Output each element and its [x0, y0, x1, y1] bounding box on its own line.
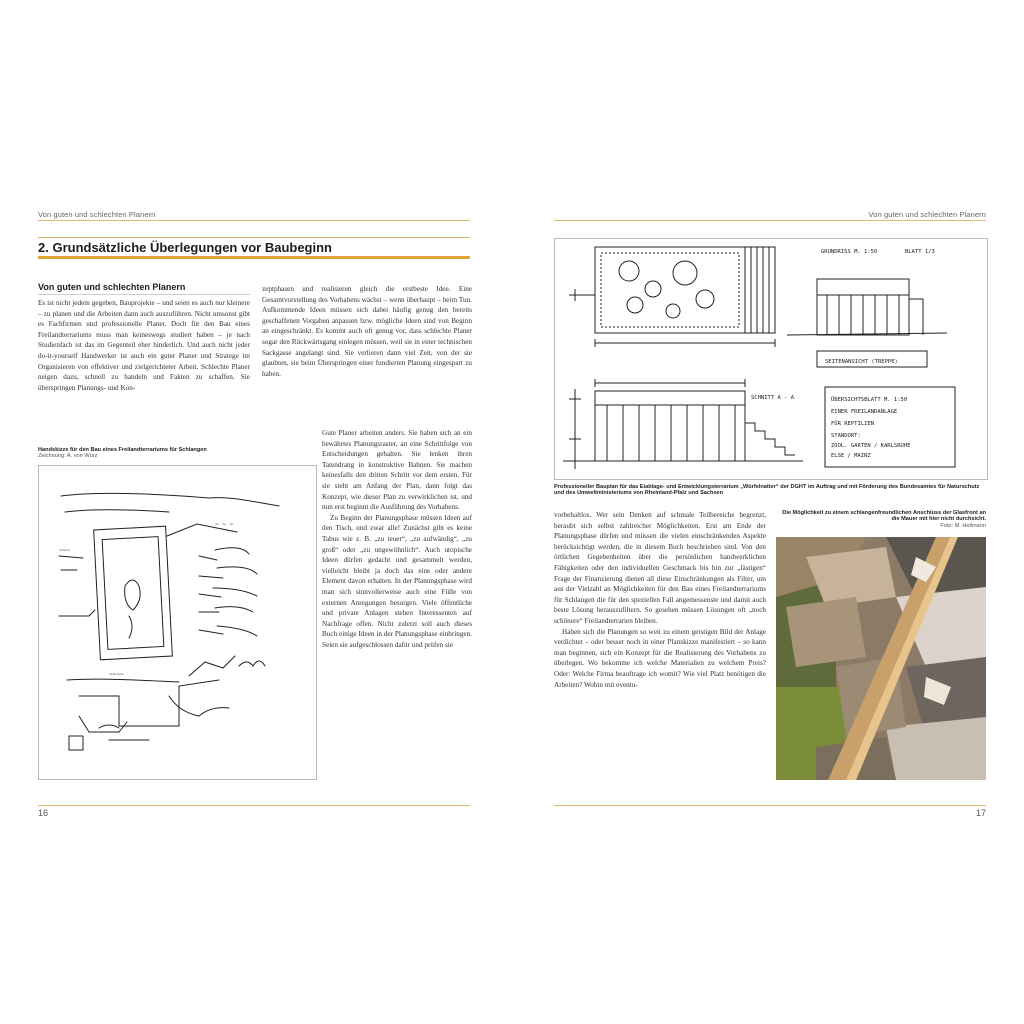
text-column-right [554, 510, 766, 802]
plan-overview-line: STANDORT: [831, 433, 861, 439]
plan-overview-line: ÜBERSICHTSBLATT M. 1:50 [831, 397, 908, 403]
plan-caption: Professioneller Bauplan für das Eiablage- und Entwicklungsterrarium „Würfelnatter“ der DGHT im Auftrag und mit Förderung des Bundesamtes für Naturschutz und des Umweltministeriums von Rheinland-Pfalz und Sachsen [554, 484, 980, 497]
stone-wall-image [776, 537, 986, 780]
hand-sketch-figure [38, 465, 317, 780]
running-head-right: Von guten und schlechten Planern [868, 210, 986, 219]
construction-plan-drawing [555, 239, 987, 479]
plan-label-blatt: BLATT 1/3 [905, 249, 935, 255]
footer-rule-right [554, 805, 986, 806]
paragraph: Haben sich die Planungen so weit zu einem geistigen Bild der Anlage verdichtet – oder besser noch in einer Planskizze manifestiert – so kann man beginnen, sich ein Konzept für die Realisierung des Vorhabens zu überlegen. Wo bekomme ich welche Materialien zu welchem Preis? Oder: Welche Firma beauftrage ich womit? Wie viel Platz benötigen die Arbeiten? Wohin mit eventu- [554, 627, 766, 689]
svg-text:~ ~ ~: ~ ~ ~ [215, 521, 234, 528]
construction-plan-figure [554, 238, 988, 480]
right-page [512, 0, 1024, 1024]
figure-credit: Zeichnung: A. von Würz [38, 453, 98, 460]
chapter-title: 2. Grundsätzliche Überlegungen vor Baubeginn [38, 240, 332, 255]
plan-overview-line: ELSE / MAINZ [831, 453, 871, 459]
plan-label-schnitt: SCHNITT A - A [751, 395, 795, 401]
svg-text:~~~~: ~~~~ [109, 671, 124, 678]
section-rule [38, 294, 250, 295]
plan-overview-line: EINER FREILANDANLAGE [831, 409, 898, 415]
svg-text:~~~: ~~~ [59, 547, 70, 554]
chapter-rule-bottom [38, 256, 470, 259]
paragraph: zeptphasen und realisieren gleich die erstbeste Idee. Eine Gesamtvorstellung des Vorhabens wächst – wenn überhaupt – beim Tun. Aufkommende Ideen müssen sich dabei häufig genug den bereits geschaffenen Vorgaben anpassen bzw. mögliche Ideen sind von Beginn an eingeschränkt. Es kommt auch oft genug vor, dass schlechte Planer sogar den Rückwärtsgang einlegen müssen, weil sie in einer technischen Sackgasse angelangt sind. Sie verlieren dann viel Zeit, von der sie glaubten, sie beim Überspringen einer fundierten Planung eingespart zu haben. [262, 285, 472, 378]
paragraph: Zu Beginn der Planungsphase müssen Ideen auf den Tisch, und zwar alle! Zunächst gibt es keine Tabus wie z. B. „zu teuer“, „zu aufwändig“, „zu groß“ oder „zu ungewöhnlich“. Auch utopische Ideen dürfen gedacht und gesammelt werden, vielleicht bleibt ja doch das eine oder andere Element davon erhalten. In der Planungsphase wird man sich sinnvollerweise auch eine Fülle von externen Anregungen besorgen. Viele öffentliche und private Anlagen stehen Interessenten auf Nachfrage offen. Nicht zuletzt soll auch dieses Buch einige Ideen in der Planungsphase einbringen. Seien sie aufgeschlossen dafür und prüfen sie [322, 513, 472, 649]
figure-caption-text: Handskizze für den Bau eines Freilandterrariums für Schlangen [38, 447, 207, 453]
page-number-right: 17 [975, 808, 986, 818]
photo-credit: Foto: M. Hellmann [940, 522, 986, 529]
header-rule-right [554, 220, 986, 221]
text-column-2-upper [262, 284, 472, 446]
plan-overview-line: FÜR REPTILIEN [831, 421, 875, 427]
section-heading: Von guten und schlechten Planern [38, 282, 186, 292]
paragraph: Es ist nicht jedem gegeben, Bauprojekte – und seien es auch nur kleinere – zu planen und die Arbeiten dann auch auszuführen. Nicht umsonst gibt es Fachfirmen und professionelle Planer. Doch für den Bau eines Freilandterrariums muss man keineswegs studiert haben – je nach Studienfach ist das im Gegenteil eher hinderlich. Und auch nicht jeder do-it-yourself Handwerker ist auch ein guter Planer und Stratege im Organisieren von effektiver und zielgerichteter Arbeit. Schlechte Planer neigen dazu, schnell zu handeln und Fakten zu schaffen. Sie überspringen Planungs- und Kon- [38, 299, 250, 392]
stone-wall-photo [776, 537, 986, 780]
footer-rule-left [38, 805, 470, 806]
text-column-1 [38, 298, 250, 446]
photo-caption [776, 510, 986, 529]
photo-caption-text: Die Möglichkeit zu einem schlangenfreundlichen Anschluss der Glasfront an die Mauer mit hier nicht durchsicht. [782, 510, 986, 523]
page-number-left: 16 [38, 808, 49, 818]
hand-sketch-drawing [39, 466, 316, 779]
running-head-left: Von guten und schlechten Planern [38, 210, 156, 219]
text-column-2-lower [322, 428, 472, 804]
plan-label-grundriss: GRUNDRISS M. 1:50 [821, 249, 878, 255]
plan-label-seitenansicht: SEITENANSICHT (TREPPE) [825, 359, 898, 365]
paragraph: vorbehaltlos. Wer sein Denken auf schmale Teilbereiche begrenzt, beraubt sich selbst zahlreicher Möglichkeiten. Erst am Ende der Planungsphase dürfen und müssen die vielen einschränkenden Aspekte berücksichtigt werden, die in diesem Buch beschrieben sind. Von den örtlichen Gegebenheiten über die persönlichen handwerklichen Fähigkeiten oder den individuellen Geschmack bis hin zur „lästigen“ Frage der Finanzierung dienen all diese Einschränkungen als Filter, um aus der Vielzahl an Möglichkeiten für den Bau eines Freilandterrariums für Schlangen die für den speziellen Fall angemessenste und damit auch beste Lösung herauszufiltern. So gesehen müssen Lösungen oft „noch schönere“ Freilandterrarien bleiben. [554, 511, 766, 625]
paragraph: Gute Planer arbeiten anders. Sie haben sich an ein bewährtes Planungsraster, an eine Schrittfolge von Entscheidungen gehalten. Sie lenken ihren Tatendrang in konstruktive Bahnen. Sie machen keinesfalls den dritten Schritt vor dem ersten. Für sie steht am Anfang der Plan, dann folgt das Konzept, wie dieser Plan zu verwirklichen ist, und nun erst beginnt die Ausführung des Vorhabens. [322, 429, 472, 512]
figure-caption [38, 447, 268, 460]
plan-overview-line: ZOOL. GARTEN / KARLSRUHE [831, 443, 911, 449]
chapter-rule-top [38, 237, 470, 238]
header-rule-left [38, 220, 470, 221]
